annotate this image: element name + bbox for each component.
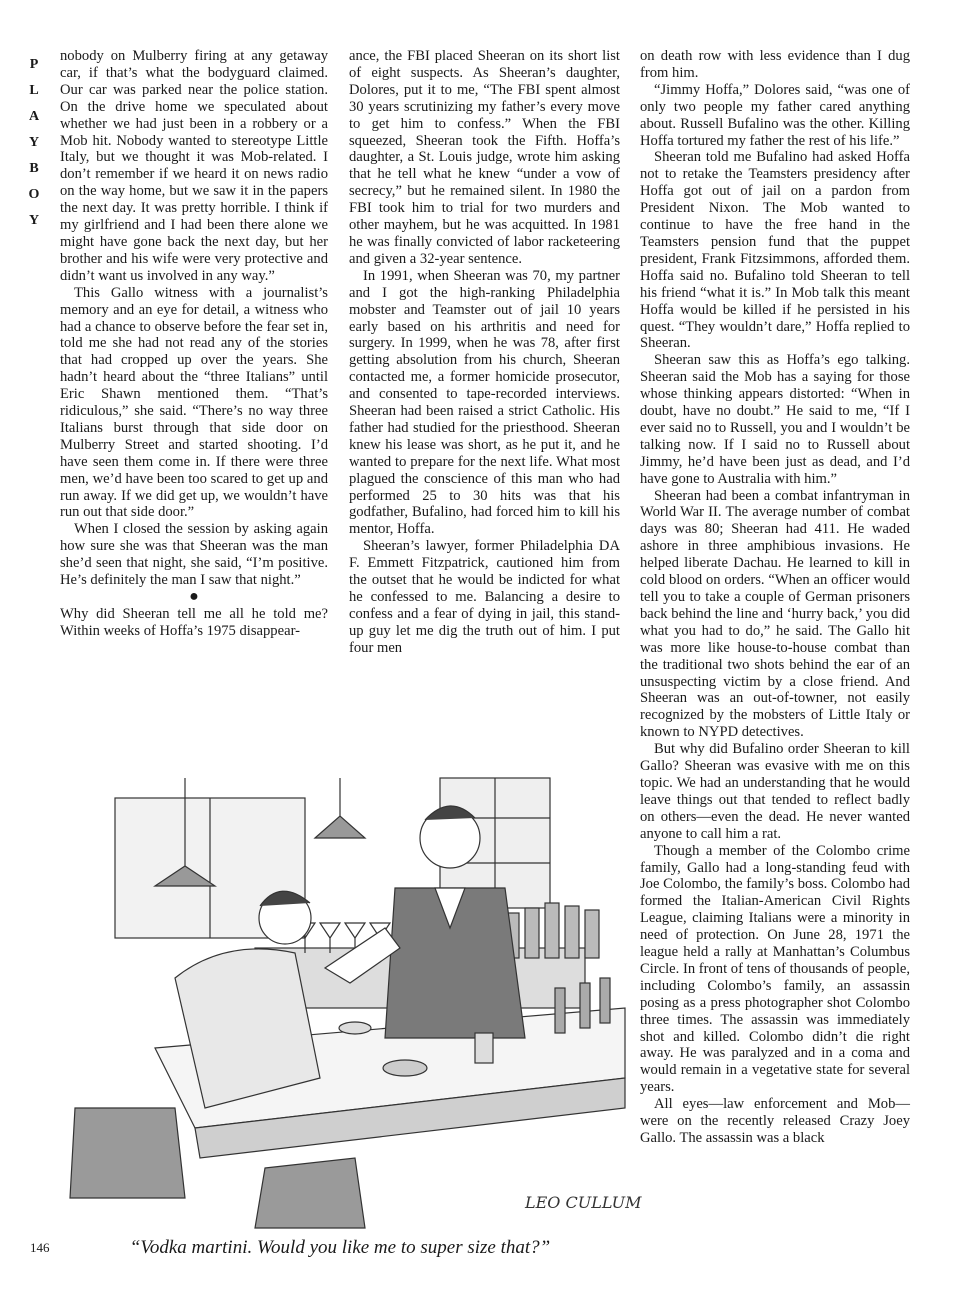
paragraph: In 1991, when Sheeran was 70, my partner and I got the high-ranking Philadelphia mobster and Teamster out of jail 10 years early based on his arthritis and need for surgery. In 1999, when he was 78, after first getting absolution from his church, Sheeran contacted me, a former homicide prosecutor, and consented to tape-recorded interviews. Sheeran had been raised a strict Catholic. His father had studied for the priesthood. Sheeran knew his lease was short, as he put it, and he wanted to prepare for the next life. What most plagued the conscience of this man who had performed 25 to 30 hits was that his godfather, Bufalino, had forced him to kill his mentor, Hoffa. <box>349 267 620 538</box>
brand-letter: A <box>28 109 40 124</box>
artist-signature: LEO CULLUM <box>525 1193 642 1212</box>
article-column-2 <box>349 48 620 657</box>
article-column-3 <box>640 48 910 1147</box>
paragraph: nobody on Mulberry firing at any getaway car, if that’s what the bodyguard claimed. Our car was parked near the police station. On the drive home we speculated about whether we had just been in a robbery or a Mob hit. Nobody wanted to stereotype Little Italy, but we thought it was Mob-related. I don’t remember if we heard it on news radio on the way home, but we saw it in the papers the next day. It was pretty horrible. I think if my girlfriend and I had been there alone we might have gone back the next day, but her brother and his wife were very protective and didn’t want us involved in any way.” <box>60 48 328 284</box>
paragraph: Though a member of the Colombo crime family, Gallo had a long-standing feud with Joe Colombo, the family’s boss. Colombo had formed the Italian-American Civil Rights League, claiming Italians were a minority in need of protection. On June 28, 1971 the league held a rally at Manhattan’s Columbus Circle. In front of tens of thousands of people, including Colombo’s family, an assassin posing as a press photographer shot Colombo three times. The assassin was immediately shot and killed. Colombo didn’t die right away. He was paralyzed and in a coma and would remain in a vegetative state for several years. <box>640 842 910 1096</box>
paragraph: Sheeran had been a combat infantryman in World War II. The average number of combat days was 80; Sheeran had 411. He waded ashore in three amphibious invasions. He helped liberate Dachau. He learned to kill in cold blood on orders. “When an officer would tell you to take a couple of German prisoners back behind the line and ‘hurry back,’ you did what you had to do,” he said. The Gallo hit was more like house-to-house combat than the traditional two shots behind the ear of an unsuspecting victim by a close friend. And Sheeran was an out-of-towner, not easily recognized by the mobsters of Little Italy or known to NYPD detectives. <box>640 487 910 741</box>
paragraph: on death row with less evidence than I dug from him. <box>640 48 910 81</box>
paragraph: “Jimmy Hoffa,” Dolores said, “was one of only two people my father cared anything about. Russell Bufalino was the other. Killing Hoffa tortured my father the rest of his life.” <box>640 81 910 149</box>
brand-letter: O <box>28 187 40 202</box>
bar-cartoon-illustration <box>55 778 642 1228</box>
paragraph: When I closed the session by asking again how sure she was that Sheeran was the man she’d seen that night, she said, “I’m positive. He’s definitely the man I saw that night.” <box>60 521 328 589</box>
section-break-bullet: ● <box>189 588 199 605</box>
brand-letter: L <box>29 83 39 98</box>
paragraph: But why did Bufalino order Sheeran to kill Gallo? Sheeran was evasive with me on this topic. We had an understanding that he would leave things out that tended to reflect badly on others—even the dead. He never wanted anyone to call him a rat. <box>640 741 910 842</box>
paragraph: This Gallo witness with a journalist’s memory and an eye for detail, a witness who had a chance to observe before the fear set in, told me she had not read any of the stories that had cropped up over the years. She hadn’t heard about the “three Italians” until Eric Shawn mentioned them. “That’s ridiculous,” she said. “There’s no way three Italians burst through that side door on Mulberry Street and started shooting. I’d have seen them come in. If there were three men, we’d have been too scared to get up and run away. If we did get up, we wouldn’t have run out that side door.” <box>60 284 328 521</box>
brand-letter: P <box>29 57 39 72</box>
paragraph: Sheeran’s lawyer, former Philadelphia DA F. Emmett Fitzpatrick, cautioned him from the outset that he would be indicted for what he confessed to me. Balancing a desire to confess and a fear of dying in jail, this stand-up guy let me dig the truth out of him. I put four men <box>349 538 620 656</box>
page-number: 146 <box>30 1240 50 1255</box>
paragraph: ance, the FBI placed Sheeran on its short list of eight suspects. As Sheeran’s daughter, Dolores, put it to me, “The FBI spent almost 30 years scrutinizing my father’s every move to get him to confess.” When the FBI squeezed, Sheeran took the Fifth. Hoffa’s daughter, a St. Louis judge, wrote him asking that he tell what he knew “under a vow of secrecy,” but he remained silent. In 1980 the FBI took him to trial for two murders and other mayhem, but he was acquitted. In 1981 he was finally convicted of labor racketeering and given a 32-year sentence. <box>349 48 620 267</box>
brand-letter: Y <box>28 135 40 150</box>
cartoon-caption: “Vodka martini. Would you like me to super size that?” <box>129 1237 551 1258</box>
paragraph: Sheeran told me Bufalino had asked Hoffa not to retake the Teamsters presidency after Hoffa got out of jail on a pardon from President Nixon. The Mob wanted to continue to have the free hand in the Teamsters pension fund that the puppet president, Frank Fitzsimmons, afforded them. Hoffa said no. Bufalino told Sheeran to tell his friend “what it is.” In Mob talk this meant Hoffa would be killed if he persisted in his quest. “They wouldn’t dare,” Hoffa replied to Sheeran. <box>640 149 910 352</box>
magazine-brand-vertical <box>24 52 44 234</box>
paragraph: Why did Sheeran tell me all he told me? Within weeks of Hoffa’s 1975 disappear- <box>60 605 328 639</box>
paragraph: Sheeran saw this as Hoffa’s ego talking. Sheeran said the Mob has a saying for those whose thinking appears distorted: “When in doubt, have no doubt.” He said to me, “If I ever said no to Russell, you and I wouldn’t be talking now. If I said no to Russell about Jimmy, he’d have been just as dead, and I’d have gone to Australia with him.” <box>640 352 910 487</box>
article-column-1 <box>60 48 328 640</box>
paragraph: All eyes—law enforcement and Mob—were on the recently released Crazy Joey Gallo. The assassin was a black <box>640 1096 910 1146</box>
brand-letter: Y <box>28 213 40 228</box>
brand-letter: B <box>29 161 39 176</box>
